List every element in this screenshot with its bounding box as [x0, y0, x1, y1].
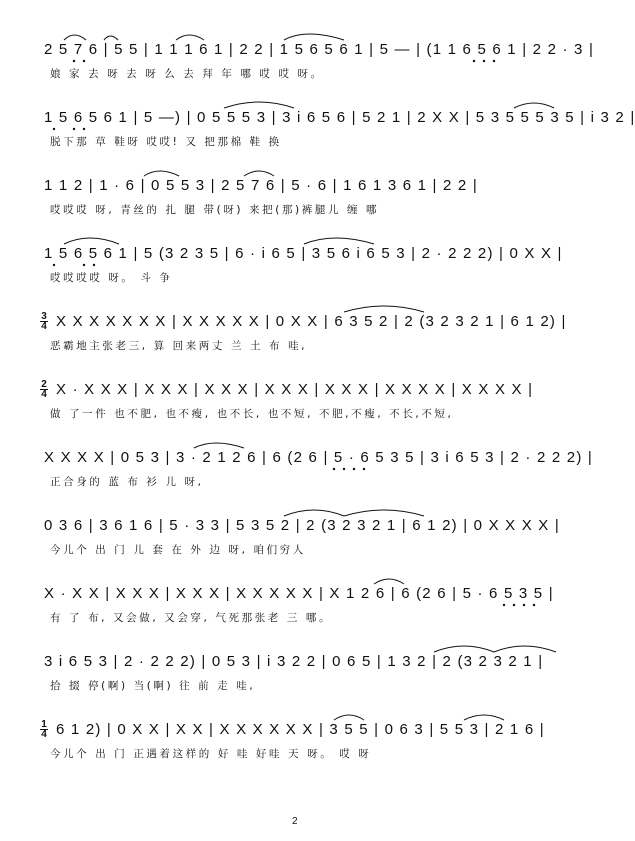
lyric-line: 娘 家 去 呀 去 呀 么 去 拜 年 哪 哎 哎 呀。 — [50, 68, 324, 80]
time-signature: 1 4 — [41, 719, 47, 740]
notation-line: 1 5 6 5 6 1 | 5 (3 2 3 5 | 6 · i 6 5 | 3 5 6 i 6 5 3 | 2 · 2 2 2) | 0 X X | — [44, 245, 563, 262]
lyric-line: 今儿个 出 门 正遇着这样的 好 哇 好哇 天 呀。 哎 呀 — [50, 748, 372, 760]
lyric-line: 做 了一件 也不肥, 也不瘦, 也不长, 也不短, 不肥,不瘦, 不长,不短, — [50, 408, 454, 420]
lyric-line: 有 了 布, 又会做, 又会穿, 气死那张老 三 哪。 — [50, 612, 333, 624]
notation-line: 3 i 6 5 3 | 2 · 2 2 2) | 0 5 3 | i 3 2 2 | 0 6 5 | 1 3 2 | 2 (3 2 3 2 1 | — [44, 653, 544, 670]
lyric-line: 今儿个 出 门 儿 套 在 外 边 呀, 咱们穷人 — [50, 544, 306, 556]
time-signature: 3 4 — [41, 311, 47, 332]
lyric-line: 正合身的 蓝 布 衫 儿 呀, — [50, 476, 204, 488]
notation-line: 1 1 2 | 1 · 6 | 0 5 5 3 | 2 5 7 6 | 5 · 6 | 1 6 1 3 6 1 | 2 2 | — [44, 177, 478, 194]
page-number: 2 — [292, 816, 298, 827]
notation-line: X X X X | 0 5 3 | 3 · 2 1 2 6 | 6 (2 6 | 5 · 6 5 3 5 | 3 i 6 5 3 | 2 · 2 2 2) | — [44, 449, 593, 466]
notation-line: 1 5 6 5 6 1 | 5 —) | 0 5 5 5 3 | 3 i 6 5 6 | 5 2 1 | 2 X X | 5 3 5 5 5 3 5 | i 3 2 | — [44, 109, 635, 126]
lyric-line: 哎哎哎哎 呀。 斗 争 — [50, 272, 173, 284]
lyric-line: 恶霸地主张老三, 算 回来两丈 兰 土 布 哇, — [50, 340, 308, 352]
notation-line: 0 3 6 | 3 6 1 6 | 5 · 3 3 | 5 3 5 2 | 2 (3 2 3 2 1 | 6 1 2) | 0 X X X X | — [44, 517, 560, 534]
lyric-line: 哎哎哎 呀, 青丝的 扎 腿 带(呀) 来把(那)裤腿儿 缠 哪 — [50, 204, 380, 216]
notation-line: X · X X X | X X X | X X X | X X X | X X X | X X X X | X X X X | — [56, 381, 534, 398]
notation-line: X X X X X X X | X X X X X | 0 X X | 6 3 5 2 | 2 (3 2 3 2 1 | 6 1 2) | — [56, 313, 567, 330]
lyric-line: 脱下那 草 鞋呀 哎哎! 又 把那棉 鞋 换 — [50, 136, 282, 148]
notation-line: X · X X | X X X | X X X | X X X X X | X 1 2 6 | 6 (2 6 | 5 · 6 5 3 5 | — [44, 585, 554, 602]
time-signature: 2 4 — [41, 379, 47, 400]
notation-line: 2 5 7 6 | 5 5 | 1 1 1 6 1 | 2 2 | 1 5 6 5 6 1 | 5 — | (1 1 6 5 6 1 | 2 2 · 3 | — [44, 41, 595, 58]
notation-line: 6 1 2) | 0 X X | X X | X X X X X X | 3 5 5 | 0 6 3 | 5 5 3 | 2 1 6 | — [56, 721, 545, 738]
lyric-line: 拾 掇 停(啊) 当(啊) 往 前 走 哇, — [50, 680, 256, 692]
